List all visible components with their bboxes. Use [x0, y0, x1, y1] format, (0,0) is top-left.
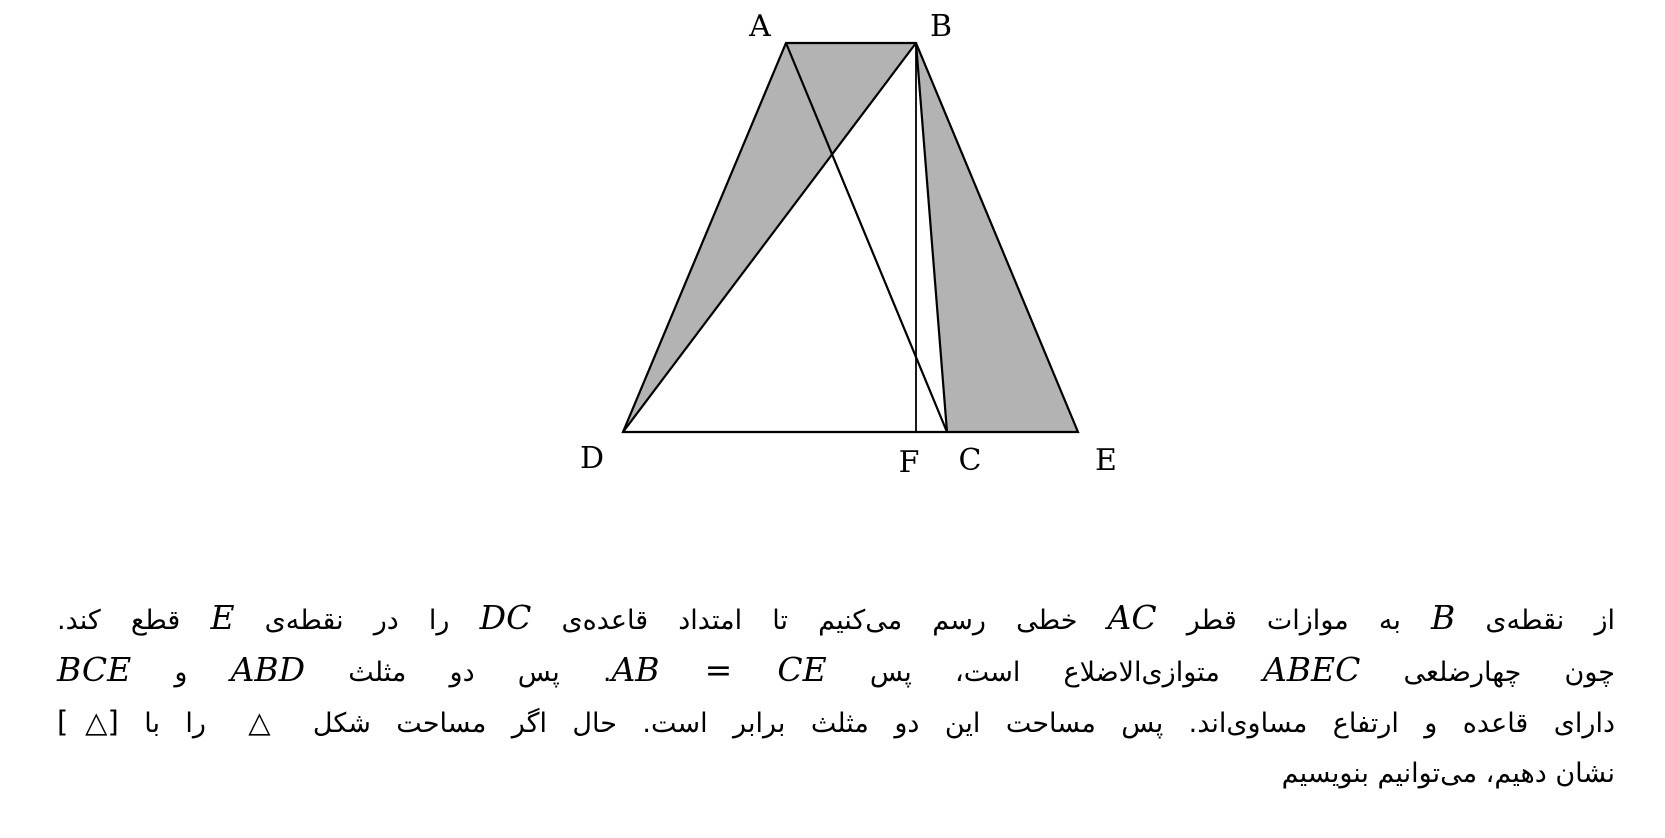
- solution-text: [57, 592, 1615, 800]
- text-run: . پس دو مثلث: [305, 657, 612, 688]
- text-run: و: [131, 657, 231, 688]
- text-run: دارای قاعده و ارتفاع مساوی‌اند. پس مساحت این دو مثلث برابر است. حال اگر مساحت شکل: [287, 708, 1615, 739]
- math-triangle-bce: BCE: [57, 650, 132, 689]
- math-segment-dc: DC: [479, 598, 532, 637]
- paragraph-line-1: [57, 592, 1615, 644]
- math-equation-ab-ce: AB = CE: [611, 650, 827, 689]
- math-segment-ac: AC: [1107, 598, 1157, 637]
- text-run: نشان دهیم، می‌توانیم بنویسیم: [1281, 758, 1615, 789]
- vertex-label-e: E: [1095, 443, 1117, 478]
- text-run: از نقطه‌ی: [1455, 605, 1615, 636]
- text-run: چون چهارضلعی: [1360, 657, 1615, 688]
- text-run: قطع کند.: [57, 605, 211, 636]
- bracketed-triangle-symbol: [△]: [57, 705, 119, 739]
- math-quad-abec: ABEC: [1262, 650, 1361, 689]
- text-run: خطی رسم می‌کنیم تا امتداد قاعده‌ی: [531, 605, 1108, 636]
- math-triangle-abd: ABD: [230, 650, 306, 689]
- paragraph-line-2: [57, 644, 1615, 696]
- text-run: متوازی‌الاضلاع است، پس: [826, 657, 1263, 688]
- math-point-e: E: [210, 598, 235, 637]
- vertex-label-a: A: [749, 9, 771, 44]
- paragraph-line-3: [57, 696, 1615, 748]
- paragraph-line-4: [57, 748, 1615, 800]
- vertex-label-f: F: [898, 445, 920, 480]
- text-run: را با: [118, 708, 232, 739]
- vertex-label-b: B: [929, 9, 953, 44]
- triangle-symbol: △: [231, 705, 288, 739]
- math-point-b: B: [1430, 598, 1456, 637]
- text-run: را در نقطه‌ی: [234, 605, 480, 636]
- text-run: به موازات قطر: [1156, 605, 1431, 636]
- vertex-label-c: C: [958, 443, 982, 478]
- vertex-label-d: D: [579, 441, 605, 476]
